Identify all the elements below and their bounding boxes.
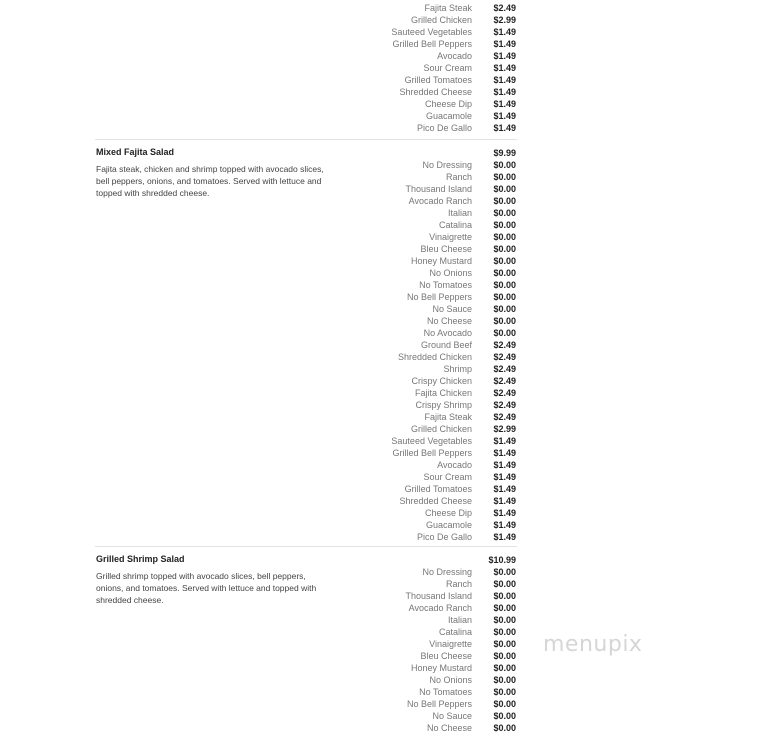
option-name: Shredded Chicken [397, 352, 472, 362]
option-price: $2.49 [493, 340, 516, 350]
option-name: No Avocado [423, 328, 472, 338]
option-name: Avocado [437, 460, 472, 470]
option-name: No Onions [429, 268, 472, 278]
option-row [300, 62, 517, 74]
top-options-list [300, 2, 517, 134]
option-price: $0.00 [493, 651, 516, 661]
option-row [300, 255, 517, 267]
option-price: $0.00 [493, 615, 516, 625]
option-row [300, 411, 517, 423]
option-name: Pico De Gallo [416, 123, 472, 133]
option-name: Grilled Bell Peppers [392, 39, 472, 49]
option-name: Ranch [445, 579, 472, 589]
option-name: Sauteed Vegetables [391, 436, 472, 446]
option-price: $0.00 [493, 328, 516, 338]
item-divider [95, 546, 517, 547]
option-row [300, 626, 517, 638]
option-price: $0.00 [493, 280, 516, 290]
option-name: Avocado [437, 51, 472, 61]
option-price: $0.00 [493, 184, 516, 194]
option-row [300, 375, 517, 387]
option-price: $2.49 [493, 400, 516, 410]
option-row [300, 2, 517, 14]
option-name: Grilled Tomatoes [404, 484, 472, 494]
option-price: $0.00 [493, 268, 516, 278]
option-name: Italian [447, 615, 472, 625]
option-price: $0.00 [493, 579, 516, 589]
option-name: Cheese Dip [424, 508, 472, 518]
option-row [300, 614, 517, 626]
option-row [300, 279, 517, 291]
mixed-fajita-salad-options-list [300, 159, 517, 543]
option-row [300, 219, 517, 231]
option-row [300, 98, 517, 110]
option-name: No Bell Peppers [406, 292, 472, 302]
option-price: $0.00 [493, 567, 516, 577]
option-name: Catalina [438, 220, 472, 230]
option-row [300, 471, 517, 483]
option-price: $0.00 [493, 603, 516, 613]
option-name: Italian [447, 208, 472, 218]
option-price: $1.49 [493, 27, 516, 37]
option-name: Fajita Chicken [414, 388, 472, 398]
option-name: No Cheese [426, 316, 472, 326]
option-price: $0.00 [493, 723, 516, 733]
option-name: Ranch [445, 172, 472, 182]
option-row [300, 122, 517, 134]
option-row [300, 531, 517, 543]
option-price: $2.49 [493, 3, 516, 13]
option-name: Thousand Island [405, 591, 472, 601]
option-row [300, 231, 517, 243]
option-row [300, 291, 517, 303]
option-price: $0.00 [493, 160, 516, 170]
option-row [300, 566, 517, 578]
menupix-watermark: menupix [543, 632, 643, 657]
option-name: Vinaigrette [429, 639, 472, 649]
option-price: $0.00 [493, 256, 516, 266]
option-row [300, 483, 517, 495]
item-description-mixed-fajita-salad: Fajita steak, chicken and shrimp topped with avocado slices, bell peppers, onions, and tomatoes. Served with lettuce and topped with shredded cheese. [96, 164, 324, 198]
option-row [300, 662, 517, 674]
item-price-grilled-shrimp-salad: $10.99 [488, 555, 516, 565]
option-name: Pico De Gallo [416, 532, 472, 542]
option-name: Catalina [438, 627, 472, 637]
option-price: $0.00 [493, 232, 516, 242]
option-name: No Tomatoes [419, 687, 472, 697]
option-row [300, 674, 517, 686]
option-price: $1.49 [493, 51, 516, 61]
option-price: $1.49 [493, 87, 516, 97]
option-row [300, 339, 517, 351]
option-price: $0.00 [493, 591, 516, 601]
option-row [300, 387, 517, 399]
option-price: $0.00 [493, 220, 516, 230]
option-price: $0.00 [493, 663, 516, 673]
option-name: Fajita Steak [424, 3, 472, 13]
option-name: Grilled Chicken [410, 424, 472, 434]
option-name: No Bell Peppers [406, 699, 472, 709]
item-title-mixed-fajita-salad: Mixed Fajita Salad [96, 147, 175, 157]
option-row [300, 38, 517, 50]
option-row [300, 110, 517, 122]
option-name: Fajita Steak [424, 412, 472, 422]
option-row [300, 14, 517, 26]
option-price: $2.99 [493, 15, 516, 25]
grilled-shrimp-salad-options-list [300, 566, 517, 734]
option-price: $1.49 [493, 123, 516, 133]
option-row [300, 303, 517, 315]
option-name: No Cheese [426, 723, 472, 733]
option-name: Honey Mustard [410, 663, 472, 673]
option-price: $0.00 [493, 699, 516, 709]
option-row [300, 435, 517, 447]
option-name: Sour Cream [423, 472, 472, 482]
option-name: No Dressing [422, 567, 472, 577]
option-name: Grilled Bell Peppers [392, 448, 472, 458]
option-row [300, 363, 517, 375]
option-row [300, 602, 517, 614]
option-price: $0.00 [493, 627, 516, 637]
option-price: $0.00 [493, 292, 516, 302]
item-price-mixed-fajita-salad: $9.99 [493, 148, 516, 158]
option-name: Sauteed Vegetables [391, 27, 472, 37]
option-price: $0.00 [493, 172, 516, 182]
option-price: $1.49 [493, 448, 516, 458]
option-name: Avocado Ranch [408, 196, 472, 206]
option-row [300, 722, 517, 734]
option-name: Thousand Island [405, 184, 472, 194]
option-price: $0.00 [493, 675, 516, 685]
option-row [300, 447, 517, 459]
option-price: $1.49 [493, 508, 516, 518]
option-name: Shredded Cheese [399, 496, 472, 506]
option-price: $1.49 [493, 99, 516, 109]
option-row [300, 86, 517, 98]
option-price: $0.00 [493, 304, 516, 314]
option-price: $0.00 [493, 208, 516, 218]
option-row [300, 638, 517, 650]
option-row [300, 159, 517, 171]
option-price: $0.00 [493, 244, 516, 254]
option-row [300, 650, 517, 662]
option-row [300, 698, 517, 710]
option-row [300, 399, 517, 411]
option-row [300, 459, 517, 471]
option-price: $0.00 [493, 639, 516, 649]
option-price: $1.49 [493, 496, 516, 506]
option-name: Grilled Tomatoes [404, 75, 472, 85]
option-name: Crispy Shrimp [415, 400, 472, 410]
option-row [300, 315, 517, 327]
option-price: $0.00 [493, 196, 516, 206]
option-name: No Sauce [432, 304, 472, 314]
option-row [300, 710, 517, 722]
option-row [300, 243, 517, 255]
option-name: No Dressing [422, 160, 472, 170]
option-row [300, 26, 517, 38]
option-price: $2.99 [493, 424, 516, 434]
option-price: $0.00 [493, 711, 516, 721]
option-name: Bleu Cheese [420, 244, 472, 254]
option-row [300, 195, 517, 207]
option-price: $2.49 [493, 376, 516, 386]
item-title-grilled-shrimp-salad: Grilled Shrimp Salad [96, 554, 185, 564]
option-price: $1.49 [493, 39, 516, 49]
option-row [300, 74, 517, 86]
option-row [300, 507, 517, 519]
option-price: $1.49 [493, 111, 516, 121]
option-name: Bleu Cheese [420, 651, 472, 661]
option-name: Guacamole [425, 520, 472, 530]
option-name: Cheese Dip [424, 99, 472, 109]
option-row [300, 423, 517, 435]
option-row [300, 351, 517, 363]
option-name: Guacamole [425, 111, 472, 121]
option-price: $1.49 [493, 532, 516, 542]
option-price: $2.49 [493, 352, 516, 362]
option-price: $1.49 [493, 436, 516, 446]
option-row [300, 50, 517, 62]
option-name: Ground Beef [420, 340, 472, 350]
option-price: $1.49 [493, 460, 516, 470]
option-row [300, 267, 517, 279]
option-price: $2.49 [493, 412, 516, 422]
option-name: No Sauce [432, 711, 472, 721]
option-name: Honey Mustard [410, 256, 472, 266]
option-name: No Tomatoes [419, 280, 472, 290]
option-name: Vinaigrette [429, 232, 472, 242]
option-price: $1.49 [493, 75, 516, 85]
option-name: Grilled Chicken [410, 15, 472, 25]
option-row [300, 686, 517, 698]
option-price: $0.00 [493, 687, 516, 697]
option-name: Shredded Cheese [399, 87, 472, 97]
option-price: $0.00 [493, 316, 516, 326]
option-row [300, 590, 517, 602]
item-description-grilled-shrimp-salad: Grilled shrimp topped with avocado slices, bell peppers, onions, and tomatoes. Served with lettuce and topped with shredded cheese. [96, 571, 317, 605]
option-row [300, 519, 517, 531]
option-name: No Onions [429, 675, 472, 685]
item-divider [95, 139, 517, 140]
option-price: $2.49 [493, 388, 516, 398]
option-row [300, 171, 517, 183]
option-name: Avocado Ranch [408, 603, 472, 613]
option-row [300, 327, 517, 339]
option-row [300, 578, 517, 590]
option-price: $1.49 [493, 63, 516, 73]
option-price: $1.49 [493, 520, 516, 530]
option-name: Crispy Chicken [411, 376, 472, 386]
option-name: Shrimp [443, 364, 472, 374]
option-row [300, 183, 517, 195]
option-price: $1.49 [493, 484, 516, 494]
option-row [300, 495, 517, 507]
option-price: $1.49 [493, 472, 516, 482]
option-row [300, 207, 517, 219]
option-name: Sour Cream [423, 63, 472, 73]
option-price: $2.49 [493, 364, 516, 374]
